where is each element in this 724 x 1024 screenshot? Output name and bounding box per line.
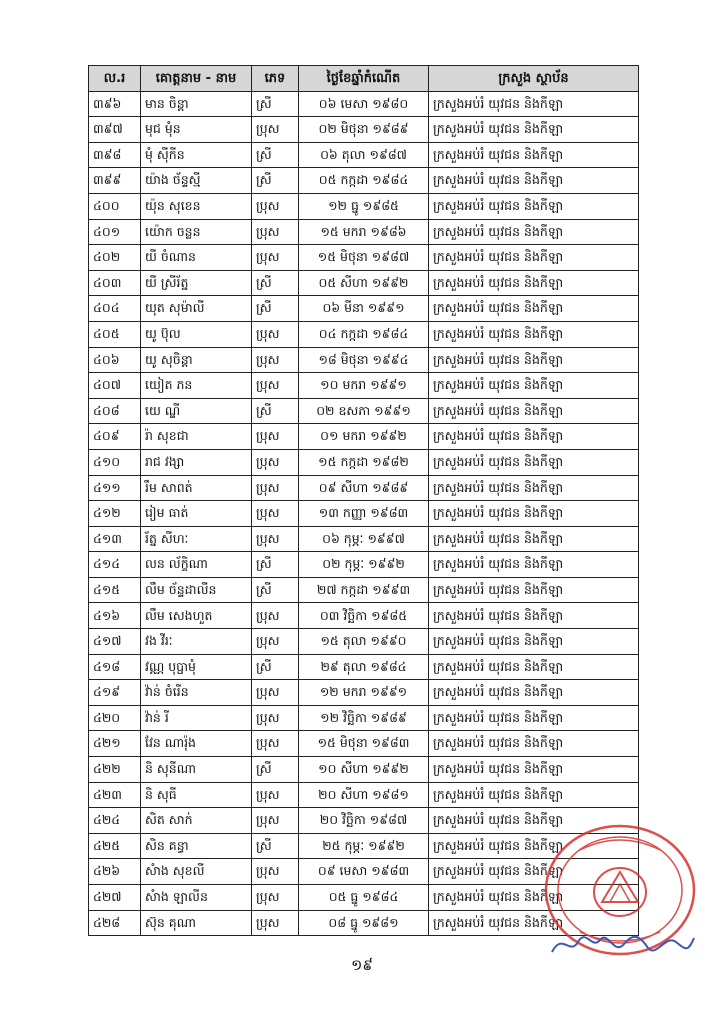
table-row [89,808,639,834]
cell-dob: ០៩ មេសា ១៩៨៣ [299,859,429,885]
cell-name: លឹម សេងហួត [141,603,252,629]
cell-sex: ប្រុស [252,680,299,706]
cell-sex: ប្រុស [252,347,299,373]
cell-sex: ប្រុស [252,219,299,245]
cell-ministry: ក្រសួងអប់រំ យុវជន និងកីឡា [429,808,639,834]
cell-number: ៤២៥ [89,833,141,859]
cell-number: ៣៩៧ [89,117,141,143]
cell-sex: ស្រី [252,552,299,578]
cell-ministry: ក្រសួងអប់រំ យុវជន និងកីឡា [429,885,639,911]
cell-name: រាជ វង្សា [141,449,252,475]
cell-dob: ១២ ធ្នូ ១៩៨៥ [299,193,429,219]
cell-dob: ០៩ សីហា ១៩៨៩ [299,475,429,501]
cell-name: យ៉ាង ច័ន្ទស្មី [141,168,252,194]
cell-number: ៤២៦ [89,859,141,885]
cell-sex: ប្រុស [252,424,299,450]
cell-dob: ០៣ វិច្ឆិកា ១៩៨៥ [299,603,429,629]
cell-ministry: ក្រសួងអប់រំ យុវជន និងកីឡា [429,782,639,808]
cell-sex: ប្រុស [252,859,299,885]
cell-number: ៤០២ [89,245,141,271]
cell-ministry: ក្រសួងអប់រំ យុវជន និងកីឡា [429,705,639,731]
table-row [89,168,639,194]
cell-name: មុំ ស៊ីកីន [141,142,252,168]
table-row [89,449,639,475]
cell-number: ៣៩៦ [89,91,141,117]
cell-number: ៤០០ [89,193,141,219]
cell-ministry: ក្រសួងអប់រំ យុវជន និងកីឡា [429,91,639,117]
cell-number: ៤០៧ [89,373,141,399]
cell-ministry: ក្រសួងអប់រំ យុវជន និងកីឡា [429,321,639,347]
cell-name: រៀម ធាត់ [141,501,252,527]
cell-ministry: ក្រសួងអប់រំ យុវជន និងកីឡា [429,731,639,757]
cell-sex: ស្រី [252,270,299,296]
cell-dob: ១៨ មិថុនា ១៩៩៤ [299,347,429,373]
cell-ministry: ក្រសួងអប់រំ យុវជន និងកីឡា [429,577,639,603]
cell-name: យុត សុម៉ាលី [141,296,252,322]
cell-dob: ០៤ កក្កដា ១៩៨៤ [299,321,429,347]
header-number: ល.រ [89,66,141,92]
cell-number: ៤១៨ [89,654,141,680]
table-row [89,501,639,527]
table-row [89,270,639,296]
cell-ministry: ក្រសួងអប់រំ យុវជន និងកីឡា [429,296,639,322]
cell-ministry: ក្រសួងអប់រំ យុវជន និងកីឡា [429,757,639,783]
cell-ministry: ក្រសួងអប់រំ យុវជន និងកីឡា [429,629,639,655]
cell-name: សិន គន្ធា [141,833,252,859]
cell-sex: ប្រុស [252,373,299,399]
cell-number: ៤១២ [89,501,141,527]
cell-sex: ប្រុស [252,245,299,271]
header-dob: ថ្ងៃខែឆ្នាំកំណើត [299,66,429,92]
header-sex: ភេទ [252,66,299,92]
table-row [89,424,639,450]
cell-name: សំាង ឡាលីន [141,885,252,911]
cell-sex: ស្រី [252,296,299,322]
cell-number: ៤០៨ [89,398,141,424]
cell-sex: ប្រុស [252,475,299,501]
cell-name: រ៉ា សុខជា [141,424,252,450]
cell-ministry: ក្រសួងអប់រំ យុវជន និងកីឡា [429,424,639,450]
personnel-table [88,65,639,936]
cell-dob: ២៥ កុម្ភៈ ១៩៩២ [299,833,429,859]
cell-number: ៣៩៨ [89,142,141,168]
table-row [89,296,639,322]
cell-ministry: ក្រសួងអប់រំ យុវជន និងកីឡា [429,833,639,859]
cell-name: សំាង សុខលី [141,859,252,885]
table-row [89,757,639,783]
table-row [89,731,639,757]
cell-ministry: ក្រសួងអប់រំ យុវជន និងកីឡា [429,168,639,194]
cell-dob: ១៥ មករា ១៩៨៦ [299,219,429,245]
table-row [89,833,639,859]
table-row [89,219,639,245]
cell-number: ៤២២ [89,757,141,783]
cell-dob: ១២ មករា ១៩៩១ [299,680,429,706]
table-row [89,680,639,706]
table-row [89,142,639,168]
cell-ministry: ក្រសួងអប់រំ យុវជន និងកីឡា [429,193,639,219]
cell-sex: ប្រុស [252,782,299,808]
cell-name: យៀត ភន [141,373,252,399]
table-row [89,347,639,373]
cell-ministry: ក្រសួងអប់រំ យុវជន និងកីឡា [429,910,639,936]
cell-ministry: ក្រសួងអប់រំ យុវជន និងកីឡា [429,526,639,552]
cell-number: ៤១១ [89,475,141,501]
cell-sex: ស្រី [252,757,299,783]
cell-dob: ១៥ កក្កដា ១៩៨២ [299,449,429,475]
table-row [89,782,639,808]
table-row [89,475,639,501]
cell-dob: ០៦ មេសា ១៩៨០ [299,91,429,117]
cell-number: ៤២៧ [89,885,141,911]
cell-sex: ស្រី [252,398,299,424]
cell-dob: ០២ កុម្ភៈ ១៩៩២ [299,552,429,578]
cell-name: រ័ត្ន សីហៈ [141,526,252,552]
cell-name: សិត សាក់ [141,808,252,834]
cell-sex: ប្រុស [252,731,299,757]
table-row [89,526,639,552]
cell-ministry: ក្រសួងអប់រំ យុវជន និងកីឡា [429,449,639,475]
cell-sex: ស្រី [252,577,299,603]
cell-number: ៤២៣ [89,782,141,808]
cell-dob: ០៥ សីហា ១៩៩២ [299,270,429,296]
table-row [89,577,639,603]
cell-name: វ៉ាន់ រី [141,705,252,731]
cell-dob: ០២ ឧសភា ១៩៩១ [299,398,429,424]
cell-dob: ១០ សីហា ១៩៩២ [299,757,429,783]
cell-sex: ប្រុស [252,885,299,911]
cell-sex: ប្រុស [252,321,299,347]
cell-dob: ០១ មករា ១៩៩២ [299,424,429,450]
cell-ministry: ក្រសួងអប់រំ យុវជន និងកីឡា [429,654,639,680]
cell-dob: ០៦ តុលា ១៩៨៧ [299,142,429,168]
cell-sex: ប្រុស [252,603,299,629]
table-row [89,629,639,655]
cell-number: ៤០៤ [89,296,141,322]
table-row [89,373,639,399]
cell-dob: ១០ មករា ១៩៩១ [299,373,429,399]
table-row [89,654,639,680]
cell-sex: ស្រី [252,168,299,194]
cell-dob: ២០ សីហា ១៩៨១ [299,782,429,808]
cell-ministry: ក្រសួងអប់រំ យុវជន និងកីឡា [429,859,639,885]
cell-ministry: ក្រសួងអប់រំ យុវជន និងកីឡា [429,475,639,501]
cell-name: យូ សុចិន្តា [141,347,252,373]
cell-number: ៤១៧ [89,629,141,655]
cell-name: រឹម សាពត់ [141,475,252,501]
cell-sex: ប្រុស [252,193,299,219]
header-name: គោត្តនាម - នាម [141,66,252,92]
cell-number: ៤២៤ [89,808,141,834]
table-row [89,193,639,219]
table-header-row [89,66,639,92]
cell-ministry: ក្រសួងអប់រំ យុវជន និងកីឡា [429,270,639,296]
cell-number: ៤១៩ [89,680,141,706]
cell-name: វណ្ណ បុប្ផាមុំ [141,654,252,680]
cell-name: វ៉ាន់ ចំរើន [141,680,252,706]
cell-ministry: ក្រសួងអប់រំ យុវជន និងកីឡា [429,501,639,527]
cell-number: ៤០៦ [89,347,141,373]
cell-name: និ សុធី [141,782,252,808]
cell-number: ៤២១ [89,731,141,757]
cell-sex: ប្រុស [252,705,299,731]
cell-sex: ប្រុស [252,808,299,834]
cell-number: ៤១០ [89,449,141,475]
cell-dob: ២៧ កក្កដា ១៩៩៣ [299,577,429,603]
cell-sex: ប្រុស [252,526,299,552]
table-row [89,885,639,911]
cell-name: និ សុនីណា [141,757,252,783]
cell-ministry: ក្រសួងអប់រំ យុវជន និងកីឡា [429,398,639,424]
header-ministry: ក្រសួង ស្ថាប័ន [429,66,639,92]
table-row [89,705,639,731]
cell-sex: ប្រុស [252,117,299,143]
cell-number: ៤១៣ [89,526,141,552]
cell-sex: ប្រុស [252,449,299,475]
cell-sex: ស្រី [252,142,299,168]
cell-dob: ១៥ តុលា ១៩៩០ [299,629,429,655]
cell-number: ៤០៩ [89,424,141,450]
cell-ministry: ក្រសួងអប់រំ យុវជន និងកីឡា [429,142,639,168]
page-number: ១៩ [351,956,373,974]
table-row [89,321,639,347]
cell-number: ៤២០ [89,705,141,731]
table-row [89,603,639,629]
cell-name: វែន ណារ៉ុង [141,731,252,757]
table-row [89,91,639,117]
cell-name: មាន ចិន្តា [141,91,252,117]
cell-number: ៤១៥ [89,577,141,603]
cell-name: យី ស្រីរ័ត្ន [141,270,252,296]
cell-number: ៣៩៩ [89,168,141,194]
cell-dob: ០៥ កក្កដា ១៩៨៤ [299,168,429,194]
cell-dob: ០២ មិថុនា ១៩៨៩ [299,117,429,143]
cell-name: យេ ណ្ឌី [141,398,252,424]
cell-dob: ១៥ មិថុនា ១៩៨៧ [299,245,429,271]
table-row [89,859,639,885]
cell-ministry: ក្រសួងអប់រំ យុវជន និងកីឡា [429,219,639,245]
cell-name: មុជ មុំន [141,117,252,143]
cell-sex: ស្រី [252,833,299,859]
cell-dob: ០៦ មីនា ១៩៩១ [299,296,429,322]
table-row [89,117,639,143]
cell-dob: ០៨ ធ្នូ ១៩៨១ [299,910,429,936]
cell-ministry: ក្រសួងអប់រំ យុវជន និងកីឡា [429,245,639,271]
cell-ministry: ក្រសួងអប់រំ យុវជន និងកីឡា [429,347,639,373]
cell-name: លន ល័ក្ខិណា [141,552,252,578]
cell-sex: ប្រុស [252,629,299,655]
cell-sex: ស្រី [252,654,299,680]
cell-dob: ០៥ ធ្នូ ១៩៨៤ [299,885,429,911]
cell-name: យូ ប៊ុល [141,321,252,347]
cell-ministry: ក្រសួងអប់រំ យុវជន និងកីឡា [429,552,639,578]
cell-dob: ១២ វិច្ឆិកា ១៩៨៩ [299,705,429,731]
cell-dob: ២០ វិច្ឆិកា ១៩៨៧ [299,808,429,834]
cell-name: វង វីរៈ [141,629,252,655]
table-row [89,910,639,936]
cell-sex: ប្រុស [252,501,299,527]
cell-name: យ៉ោក ចន្លន [141,219,252,245]
cell-number: ៤០៥ [89,321,141,347]
cell-ministry: ក្រសួងអប់រំ យុវជន និងកីឡា [429,680,639,706]
cell-dob: ១៣ កញ្ញា ១៩៨៣ [299,501,429,527]
table-row [89,245,639,271]
cell-dob: ០៦ កុម្ភៈ ១៩៩៧ [299,526,429,552]
table-row [89,398,639,424]
cell-ministry: ក្រសួងអប់រំ យុវជន និងកីឡា [429,117,639,143]
cell-sex: ស្រី [252,91,299,117]
cell-name: យ៉ុន សុខេន [141,193,252,219]
cell-number: ៤០៣ [89,270,141,296]
cell-name: ស៊ុន គុណា [141,910,252,936]
cell-number: ៤០១ [89,219,141,245]
cell-dob: ១៥ មិថុនា ១៩៨៣ [299,731,429,757]
cell-ministry: ក្រសួងអប់រំ យុវជន និងកីឡា [429,603,639,629]
table-row [89,552,639,578]
cell-ministry: ក្រសួងអប់រំ យុវជន និងកីឡា [429,373,639,399]
cell-number: ៤១៤ [89,552,141,578]
cell-name: យី ចំណាន [141,245,252,271]
cell-dob: ២៩ តុលា ១៩៨៤ [299,654,429,680]
cell-number: ៤១៦ [89,603,141,629]
cell-number: ៤២៨ [89,910,141,936]
cell-name: លឹម ច័ន្ទដាលីន [141,577,252,603]
cell-sex: ប្រុស [252,910,299,936]
